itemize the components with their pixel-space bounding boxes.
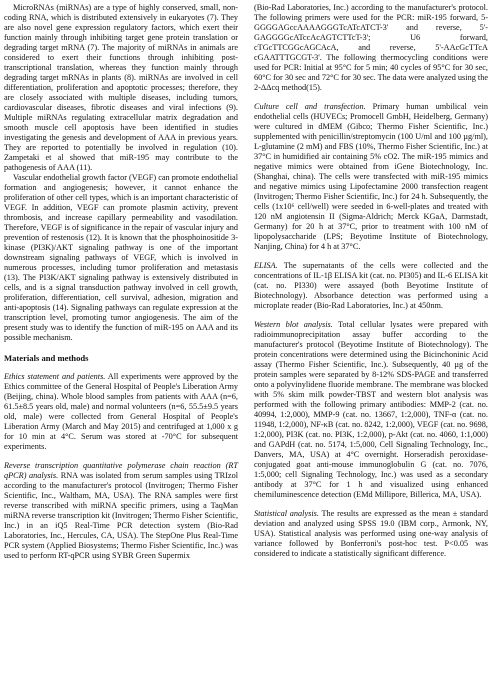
western-blot-paragraph [254, 320, 488, 500]
statistics-lead: Statistical analysis. [254, 509, 319, 518]
right-column [254, 3, 488, 559]
intro-paragraph-2: Vascular endothelial growth factor (VEGF) can promote endothelial formation and angiogenesis; however, it cannot enhance the proliferation of other cell types, which is an important characteristic of VEGF. In addition, VEGF can promote plasmin activity, prevent thrombosis, and increase capillary permeability and vasodilation. Therefore, VEGF is of significance in the repair of vascular injury and prevention of restenosis (12). It is known that the phosphoinositide 3-kinase (PI3K)/AKT signaling pathway is one of the important downstream signaling pathways of VEGF, which is involved in numerous processes, including tumor proliferation and metastasis (13). The PI3K/AKT signaling pathway is extensively distributed in cells, and is a signal transduction pathway involved in cell growth, proliferation, differentiation, cell survival, adhesion, migration and anti-apoptosis (14). Signaling pathways can regulate expression at the transcription level, promoting tumor angiogenesis. The aim of the present study was to identify the function of miR-195 on AAA and its possible mechanism. [4, 173, 238, 342]
section-heading-methods: Materials and methods [4, 353, 89, 363]
intro-paragraph-1: MicroRNAs (miRNAs) are a type of highly conserved, small, non-coding RNA, which is distributed extensively in eukaryotes (7). They are also novel gene expression regulatory factors, which exert their function mainly through inhibiting target gene protein translation or degrading target mRNA (7). The majority of miRNAs in animals are considered to exert their functions through inhibiting post-transcriptional translation, whereas they function mainly through degrading target mRNAs in plants (8). miRNAs are involved in cell differentiation, proliferation and apoptotic processes; therefore, they are closely associated with multiple diseases, including tumors, cardiovascular diseases, fibrotic diseases and viral infections (9). Multiple miRNAs regulating extracellular matrix degradation and smooth muscle cell apoptosis have been identified in studies investigating the genesis and development of AAA in previous years. They are reported to potentially be involved in regulation (10). Zampetaki et al showed that miR-195 may contribute to the pathogenesis of AAA (11). [4, 3, 238, 172]
elisa-body: The supernatants of the cells were collected and the concentrations of IL-1β ELISA kit (cat. no. PI305) and IL-6 ELISA kit (cat. no. PI330) were assayed (both Beyotime Institute of Biotechnology). Absorbance detection was performed using a microplate reader (Bio-Rad Laboratories, Inc.) at 450nm. [254, 261, 488, 310]
culture-paragraph [254, 102, 488, 252]
culture-lead: Culture cell and transfection. [254, 102, 366, 111]
western-blot-body: Total cellular lysates were prepared with radioimmunoprecipitation assay buffer according to the manufacturer's protocol (Beyotime Institute of Biotechnology). The protein concentrations were determined using the Bicinchoninic Acid assay (Thermo Fisher Scientific, Inc.). Subsequently, 40 µg of the protein samples were separated by 8-12% SDS-PAGE and transferred onto a polyvinylidene fluoride membrane. The membrane was blocked with 5% skim milk powder-TBST and western blot analysis was performed with the following primary antibodies: MMP-2 (cat. no. 40994, 1:2,000), MMP-9 (cat. no. 13667, 1:2,000), TNF-α (cat. no. 11948, 1:2,000), NF-κB (cat. no. 8242, 1:2,000), VEGF (cat. no. 9698, 1:2,000), PI3K (cat. no. PI3K, 1:2,000), p-Akt (cat. no. 4060, 1:1,000) and GAPdH (cat. no. 5174, 1:5,000, Cell Signaling Technology, Inc., Danvers, MA, USA) at 4°C overnight. Horseradish peroxidase-conjugated goat anti-mouse immunoglobulin G (cat. no. 7076, 1:5,000; cell Signaling Technology, Inc.) was used as a secondary antibody at 37°C for 1 h and visualized using enhanced chemiluminescence detection (EMd Millipore, Billerica, MA, USA). [254, 320, 488, 499]
western-blot-lead: Western blot analysis. [254, 320, 333, 329]
left-column [4, 3, 238, 561]
culture-body: Primary human umbilical vein endothelial cells (HUVECs; Promocell GmbH, Heidelberg, Germany) were cultured in dMEM (Gibco; Thermo Fisher Scientific, Inc.) supplemented with penicillin/streptomycin (100 U/ml and 100 µg/ml), L-glutamine (2 mM) and FBS (10%, Thermo Fisher Scientific, Inc.) at 37°C in humidified air containing 5% cO2. The miR-195 mimics and negative mimics were obtained from iGene Biotechnology, Inc. (Shanghai, china). The cells were transfected with miR-195 mimics and negative mimics using Lipofectamine 2000 transfection reagent (Invitrogen; Thermo Fisher Scientific, Inc.) for 24 h. Subsequently, the cells (1x10⁶ cell/well) were seeded in 6-well-plates and treated with 120 nM angiotensin II (Sigma-Aldrich; Merck KGaA, Darmstadt, Germany) for 20 h at 37°C, prior to treatment with 100 nM of lipopolysaccharide (LPS; Beyotime Institute of Biotechnology, Nanjing, China) for 4 h at 37°C. [254, 102, 488, 251]
ethics-lead: Ethics statement and patients. [4, 372, 106, 381]
elisa-lead: ELISA. [254, 261, 278, 270]
ethics-body: All experiments were approved by the Ethics committee of the General Hospital of People's Liberation Army (Beijing, china). Whole blood samples from patients with AAA (n=6, 61.5±8.5 years old, male) and normal volunteers (n=6, 55.5±9.5 years old, male) were collected from General Hospital of People's Liberation Army (March and May 2015) and centrifuged at 1,000 x g for 10 min at 4°C. Serum was stored at -70°C for subsequent experiments. [4, 372, 238, 451]
rt-qpcr-lead: Reverse transcription quantitative polymerase chain reaction (RT qPCR) analysis. [4, 461, 238, 480]
statistics-body: The results are expressed as the mean ± standard deviation and analyzed using SPSS 19.0 (IBM corp., Armonk, NY, USA). Statistical analysis was performed using one-way analysis of variance followed by Bonferroni's post-hoc test. P<0.05 was considered to indicate a statistically significant difference. [254, 509, 489, 558]
elisa-paragraph [254, 261, 488, 311]
ethics-paragraph [4, 372, 238, 452]
statistics-paragraph [254, 509, 488, 559]
rt-qpcr-continued: (Bio-Rad Laboratories, Inc.) according to the manufacturer's protocol. The following primers were used for the PCR: miR-195 forward, 5-GGGGAGccAAAAGGGTcATcATCT-3' and reverse, 5'-GAGGGGcATccAcAGTCTTcT-3'; U6 forward, cTGcTTCGGcAGCAcA, and reverse, 5'-AAcGcTTcA cGAATTTGCGT-3'. The following thermocycling conditions were used for PCR: Initial at 95°C for 5 min; 40 cycles of 95°C for 30 sec, 60°C for 30 sec and 72°C for 30 sec. The data were analyzed using the 2-ΔΔcq method(15). [254, 3, 488, 92]
rt-qpcr-paragraph [4, 461, 238, 561]
rt-qpcr-body: RNA was isolated from serum samples using TRIzol according to the manufacturer's protocol (Invitrogen; Thermo Fisher Scientific, Inc., Waltham, MA, USA). The RNA samples were first reverse transcribed with miRNA specific primers, using a TaqMan miRNA reverse transcription kit (Invitrogen; Thermo Fisher Scientific, Inc.) in an iQ5 Real-Time PCR detection system (Bio-Rad Laboratories, Inc., Hercules, CA, USA). The StepOne Plus Real-Time PCR system (Applied Biosystems; Thermo Fisher Scientific, Inc.) was used to perform RT-qPCR using SYBR Green Supermix [4, 471, 239, 560]
